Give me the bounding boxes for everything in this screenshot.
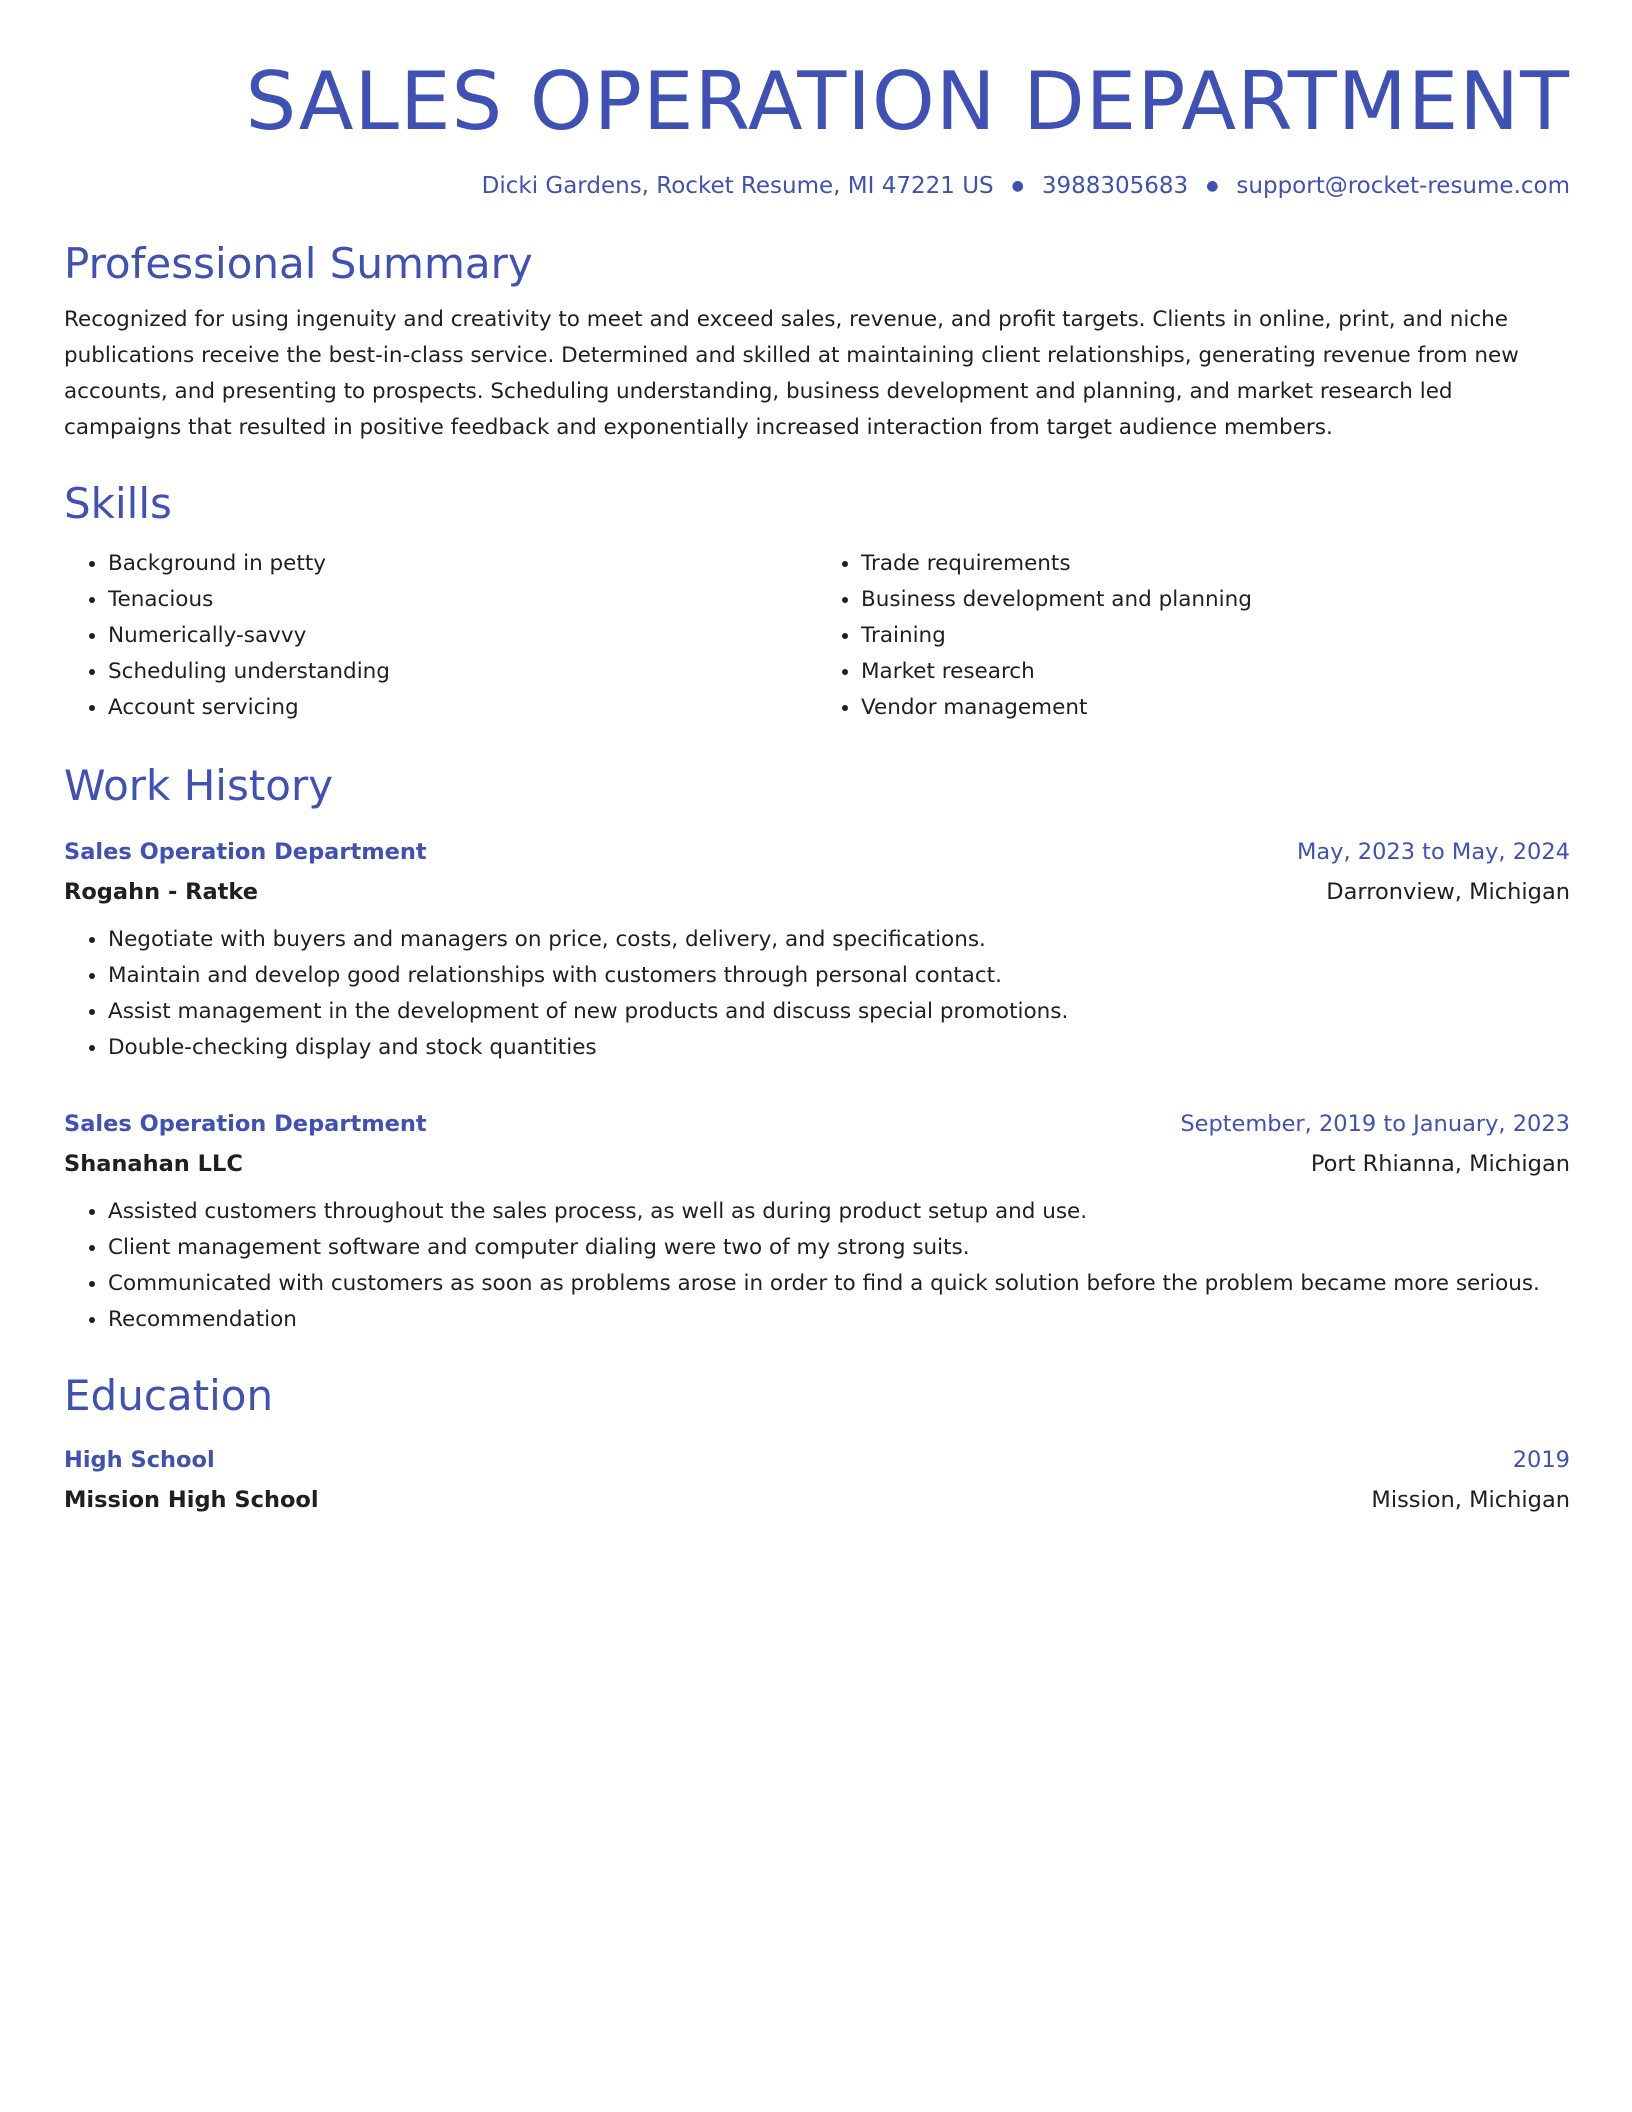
contact-email: support@rocket-resume.com: [1236, 173, 1570, 199]
duty-item: • Recommendation: [108, 1302, 1570, 1338]
job-entry: [64, 1104, 1570, 1338]
duty-item: • Assist management in the development of new products and discuss special promotions.: [108, 994, 1570, 1030]
job-location: Darronview, Michigan: [1326, 879, 1570, 905]
skill-item: • Training: [861, 618, 1570, 654]
skill-item: • Trade requirements: [861, 546, 1570, 582]
duty-item: • Maintain and develop good relationships with customers through personal contact.: [108, 958, 1570, 994]
job-company-row: [64, 1144, 1570, 1184]
contact-phone: 3988305683: [1041, 173, 1189, 199]
skill-item: • Account servicing: [108, 690, 817, 726]
job-location: Port Rhianna, Michigan: [1310, 1151, 1570, 1177]
summary-text: Recognized for using ingenuity and creativity to meet and exceed sales, revenue, and profit targets. Clients in online, print, and niche publications receive the best-in-class service. Determined and skilled at maintaining client relationships, generating revenue from new accounts, and presenting to prospects. Scheduling understanding, business development and planning, and market research led campaigns that resulted in positive feedback and exponentially increased interaction from target audience members.: [64, 307, 1519, 440]
job-entry: [64, 832, 1570, 1066]
duty-item: • Negotiate with buyers and managers on price, costs, delivery, and specifications.: [108, 922, 1570, 958]
skills-grid: [64, 546, 1570, 726]
skills-heading: Skills: [64, 479, 172, 528]
education-school-row: [64, 1480, 1570, 1520]
education-location: Mission, Michigan: [1371, 1487, 1570, 1513]
duty-item: • Double-checking display and stock quantities: [108, 1030, 1570, 1066]
education-degree: High School: [64, 1447, 215, 1473]
contact-separator: ●: [1011, 178, 1024, 194]
work-history-section: [64, 758, 1570, 1338]
resume-title: SALES OPERATION DEPARTMENT: [245, 55, 1570, 148]
education-school: Mission High School: [64, 1487, 319, 1513]
education-header-row: [64, 1440, 1570, 1480]
skill-item: • Scheduling understanding: [108, 654, 817, 690]
skills-list-right: [817, 546, 1570, 726]
job-header-row: [64, 1104, 1570, 1144]
job-company-row: [64, 872, 1570, 912]
summary-heading: Professional Summary: [64, 239, 533, 288]
contact-address: Dicki Gardens, Rocket Resume, MI 47221 US: [481, 173, 994, 199]
contact-separator: ●: [1206, 178, 1219, 194]
education-section: [64, 1368, 1570, 1520]
duty-item: • Assisted customers throughout the sales process, as well as during product setup and use.: [108, 1194, 1570, 1230]
job-duties-list: [64, 922, 1570, 1066]
job-duties-list: [64, 1194, 1570, 1338]
skill-item: • Background in petty: [108, 546, 817, 582]
skills-list-left: [64, 546, 817, 726]
skill-item: • Numerically-savvy: [108, 618, 817, 654]
duty-item: • Client management software and computer dialing were two of my strong suits.: [108, 1230, 1570, 1266]
education-entry: [64, 1440, 1570, 1520]
skill-item: • Vendor management: [861, 690, 1570, 726]
education-heading: Education: [64, 1371, 274, 1420]
skill-item: • Tenacious: [108, 582, 817, 618]
education-year: 2019: [1512, 1447, 1570, 1473]
job-company: Shanahan LLC: [64, 1151, 243, 1177]
skill-item: • Market research: [861, 654, 1570, 690]
work-history-heading: Work History: [64, 761, 334, 810]
job-dates: May, 2023 to May, 2024: [1296, 839, 1570, 865]
skills-section: [64, 476, 1570, 726]
contact-line: [64, 170, 1570, 202]
job-header-row: [64, 832, 1570, 872]
job-dates: September, 2019 to January, 2023: [1180, 1111, 1570, 1137]
skill-item: • Business development and planning: [861, 582, 1570, 618]
job-role: Sales Operation Department: [64, 839, 427, 865]
duty-item: • Communicated with customers as soon as problems arose in order to find a quick solution before the problem became more serious.: [108, 1266, 1570, 1302]
job-company: Rogahn - Ratke: [64, 879, 258, 905]
job-role: Sales Operation Department: [64, 1111, 427, 1137]
summary-section: [64, 236, 1570, 446]
